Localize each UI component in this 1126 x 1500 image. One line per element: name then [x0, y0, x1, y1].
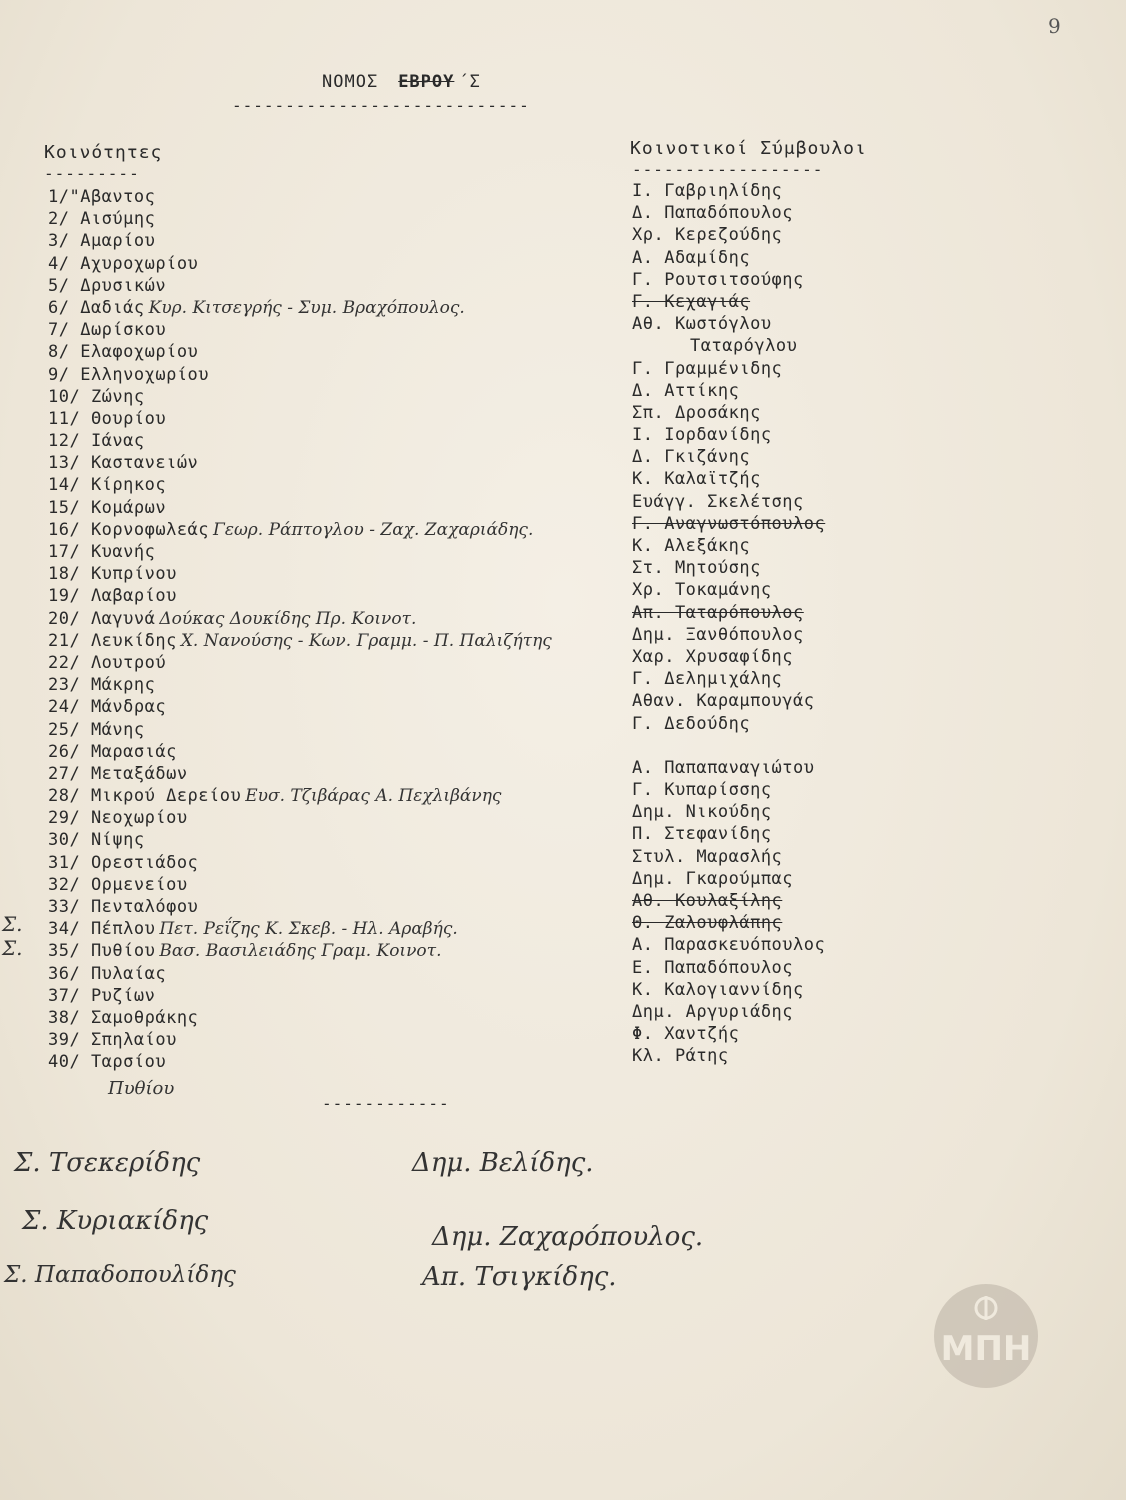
- list-item: [48, 1051, 552, 1073]
- list-item: [632, 624, 825, 646]
- community-name: 31/ Ορεστιάδος: [48, 852, 199, 873]
- community-name: 7/ Δωρίσκου: [48, 320, 167, 341]
- list-item: [48, 452, 552, 474]
- list-item: [632, 579, 825, 601]
- list-item: [632, 468, 825, 490]
- community-name: 21/ Λευκίδης: [48, 630, 177, 651]
- list-item: [632, 269, 825, 291]
- councillor-name: Γ. Αναγνωστόπουλος: [632, 513, 826, 534]
- list-item: [48, 874, 552, 896]
- community-name: 9/ Ελληνοχωρίου: [48, 364, 210, 385]
- community-name: 20/ Λαγυνά: [48, 608, 156, 629]
- title-prefecture: ΕΒΡΟΥ: [398, 72, 455, 92]
- community-name: 19/ Λαβαρίου: [48, 586, 177, 607]
- community-name: 13/ Καστανειών: [48, 453, 199, 474]
- community-name: 40/ Ταρσίου: [48, 1052, 167, 1073]
- list-item: [632, 735, 825, 757]
- list-item: [632, 1023, 825, 1045]
- community-name: 35/ Πυθίου: [48, 941, 156, 962]
- separator-line: ------------: [322, 1094, 450, 1113]
- councillor-name: Στυλ. Μαρασλής: [632, 846, 783, 867]
- communities-list: [48, 186, 552, 1074]
- list-item: [632, 957, 825, 979]
- councillor-name: Κ. Καλαϊτζής: [632, 469, 761, 490]
- councillor-name: Σπ. Δροσάκης: [632, 402, 761, 423]
- councillor-name: Απ. Ταταρόπουλος: [632, 602, 804, 623]
- signature-right-1: Δημ. Βελίδης.: [412, 1148, 594, 1178]
- community-name: 27/ Μεταξάδων: [48, 763, 188, 784]
- page-number: 9: [1048, 14, 1061, 38]
- councillor-name: Στ. Μητούσης: [632, 558, 761, 579]
- councillor-name: Χαρ. Χρυσαφίδης: [632, 646, 794, 667]
- community-name: 2/ Αισύμης: [48, 209, 156, 230]
- councillor-name: Γ. Δεδούδης: [632, 713, 751, 734]
- community-name: 23/ Μάκρης: [48, 675, 156, 696]
- list-item: [632, 934, 825, 956]
- list-item: [48, 541, 552, 563]
- list-item: [48, 319, 552, 341]
- list-item: [48, 940, 552, 962]
- councillor-name: Αθ. Κωστόγλου: [632, 314, 772, 335]
- signature-left-3: Σ. Παπαδοπουλίδης: [4, 1262, 236, 1288]
- councillor-name: Γ. Γραμμένιδης: [632, 358, 783, 379]
- list-item: [48, 364, 552, 386]
- list-item: [632, 224, 825, 246]
- list-item: [48, 585, 552, 607]
- councillor-name: Γ. Ρουτσιτσούφης: [632, 269, 804, 290]
- community-name: 34/ Πέπλου: [48, 919, 156, 940]
- councillor-name: Α. Αδαμίδης: [632, 247, 751, 268]
- list-item: [48, 430, 552, 452]
- list-item: [632, 1045, 825, 1067]
- councillor-name: Δημ. Αργυριάδης: [632, 1001, 794, 1022]
- list-item: [632, 446, 825, 468]
- list-item: [632, 491, 825, 513]
- community-name: 30/ Νίψης: [48, 830, 145, 851]
- councillor-name: Χρ. Κερεζούδης: [632, 225, 783, 246]
- list-item: [48, 674, 552, 696]
- list-item: [48, 253, 552, 275]
- list-item: [632, 335, 825, 357]
- list-item: [632, 557, 825, 579]
- list-item: [48, 652, 552, 674]
- list-item: [632, 291, 825, 313]
- list-item: [632, 602, 825, 624]
- signature-left-1: Σ. Τσεκερίδης: [14, 1148, 201, 1178]
- list-item: [48, 807, 552, 829]
- councillor-name: Π. Στεφανίδης: [632, 824, 772, 845]
- community-name: 37/ Ρυζίων: [48, 985, 156, 1006]
- list-item: [48, 763, 552, 785]
- handwritten-note: Ευσ. Τζιβάρας Α. Πεχλιβάνης: [245, 786, 502, 807]
- community-name: 39/ Σπηλαίου: [48, 1030, 177, 1051]
- councillor-name: Α. Παρασκευόπουλος: [632, 935, 826, 956]
- councillor-name: Δ. Παπαδόπουλος: [632, 203, 794, 224]
- councillor-name: Φ. Χαντζής: [632, 1024, 740, 1045]
- list-item: [632, 180, 825, 202]
- list-item: [48, 386, 552, 408]
- signature-right-2: Δημ. Ζαχαρόπουλος.: [432, 1222, 704, 1252]
- list-item: [48, 297, 552, 319]
- councillor-name: Α. Παπαπαναγιώτου: [632, 757, 815, 778]
- signature-right-3: Απ. Τσιγκίδης.: [422, 1262, 617, 1292]
- community-name: 29/ Νεοχωρίου: [48, 808, 188, 829]
- list-item: [48, 630, 552, 652]
- list-item: [632, 912, 825, 934]
- list-item: [632, 358, 825, 380]
- signature-left-2: Σ. Κυριακίδης: [22, 1206, 209, 1236]
- list-item: [632, 513, 825, 535]
- councillor-name: Ι. Γαβριηλίδης: [632, 181, 783, 201]
- list-item: [48, 985, 552, 1007]
- councillors-underline: ------------------: [632, 160, 824, 179]
- community-name: 14/ Κίρηκος: [48, 475, 167, 496]
- community-name: 38/ Σαμοθράκης: [48, 1007, 199, 1028]
- community-name: 16/ Κορνοφωλεάς: [48, 519, 210, 540]
- community-name: 11/ Θουρίου: [48, 408, 167, 429]
- councillor-name: Κ. Αλεξάκης: [632, 536, 751, 556]
- list-item: [632, 846, 825, 868]
- community-name: 15/ Κομάρων: [48, 497, 167, 518]
- list-item: [632, 247, 825, 269]
- list-item: [48, 563, 552, 585]
- community-name: 25/ Μάνης: [48, 719, 145, 740]
- document-title: [322, 72, 481, 92]
- councillor-name: Δημ. Νικούδης: [632, 802, 772, 823]
- community-name: 3/ Αμαρίου: [48, 231, 156, 252]
- councillor-name: Αθαν. Καραμπουγάς: [632, 691, 815, 712]
- councillor-name: Ταταρόγλου: [690, 336, 798, 357]
- list-item: [632, 757, 825, 779]
- list-item: [48, 208, 552, 230]
- councillor-name: Ευάγγ. Σκελέτσης: [632, 491, 804, 512]
- handwritten-addition: Πυθίου: [108, 1078, 175, 1099]
- list-item: [632, 979, 825, 1001]
- margin-mark: Σ.: [2, 912, 23, 936]
- handwritten-note: Δούκας Δουκίδης Πρ. Κοινοτ.: [159, 608, 417, 629]
- community-name: 4/ Αχυροχωρίου: [48, 253, 199, 274]
- councillor-name: Κλ. Ράτης: [632, 1046, 729, 1067]
- community-name: 10/ Ζώνης: [48, 386, 145, 407]
- list-item: [48, 963, 552, 985]
- list-item: [632, 890, 825, 912]
- margin-mark: Σ.: [2, 936, 23, 960]
- councillor-name: Γ. Δελημιχάλης: [632, 669, 783, 690]
- list-item: [632, 535, 825, 557]
- list-item: [48, 341, 552, 363]
- list-item: [632, 646, 825, 668]
- list-item: [48, 741, 552, 763]
- councillor-name: Ι. Ιορδανίδης: [632, 425, 772, 446]
- councillor-name: Χρ. Τοκαμάνης: [632, 580, 772, 601]
- community-name: 1/"Αβαντος: [48, 187, 156, 207]
- list-item: [632, 779, 825, 801]
- community-name: 28/ Μικρού Δερείου: [48, 786, 242, 807]
- community-name: 24/ Μάνδρας: [48, 697, 167, 718]
- list-item: [48, 1029, 552, 1051]
- councillor-name: Ε. Παπαδόπουλος: [632, 957, 794, 978]
- list-item: [632, 1001, 825, 1023]
- community-name: 18/ Κυπρίνου: [48, 564, 177, 585]
- list-item: [48, 918, 552, 940]
- list-item: [48, 896, 552, 918]
- councillor-name: Δημ. Γκαρούμπας: [632, 868, 794, 889]
- list-item: [48, 829, 552, 851]
- list-item: [632, 690, 825, 712]
- community-name: 6/ Δαδιάς: [48, 297, 145, 318]
- stamp-text: ΜΠΗ: [940, 1329, 1032, 1369]
- list-item: [48, 497, 552, 519]
- handwritten-note: Κυρ. Κιτσεγρής - Συμ. Βραχόπουλος.: [148, 297, 465, 318]
- list-item: [48, 785, 552, 807]
- list-item: [632, 713, 825, 735]
- list-item: [48, 186, 552, 208]
- list-item: [48, 608, 552, 630]
- list-item: [632, 313, 825, 335]
- list-item: [48, 1007, 552, 1029]
- communities-underline: ---------: [44, 164, 140, 183]
- list-item: [632, 402, 825, 424]
- list-item: [632, 202, 825, 224]
- handwritten-note: Πετ. Ρεΐζης Κ. Σκεβ. - Ηλ. Αραβής.: [159, 919, 458, 940]
- councillors-header: Κοινοτικοί Σύμβουλοι: [630, 138, 867, 159]
- title-underline: ----------------------------: [232, 96, 530, 115]
- list-item: [48, 719, 552, 741]
- list-item: [48, 275, 552, 297]
- communities-header: Κοινότητες: [44, 142, 163, 163]
- handwritten-note: Χ. Νανούσης - Κων. Γραμμ. - Π. Παλιζήτης: [180, 630, 552, 651]
- councillor-name: Δημ. Ξανθόπουλος: [632, 624, 804, 645]
- list-item: [632, 868, 825, 890]
- list-item: [48, 474, 552, 496]
- community-name: 5/ Δρυσικών: [48, 275, 167, 296]
- title-suffix: ΄Σ: [458, 72, 481, 92]
- list-item: [48, 408, 552, 430]
- community-name: 36/ Πυλαίας: [48, 963, 167, 984]
- list-item: [632, 823, 825, 845]
- community-name: 17/ Κυανής: [48, 542, 156, 562]
- archive-stamp: [930, 1280, 1042, 1392]
- councillor-name: Δ. Γκιζάνης: [632, 447, 751, 468]
- councillor-name: Γ. Κεχαγιάς: [632, 291, 751, 312]
- list-item: [48, 230, 552, 252]
- list-item: [632, 801, 825, 823]
- councillor-name: Δ. Αττίκης: [632, 380, 740, 401]
- list-item: [632, 668, 825, 690]
- list-item: [48, 852, 552, 874]
- list-item: [48, 519, 552, 541]
- handwritten-note: Γεωρ. Ράπτογλου - Ζαχ. Ζαχαριάδης.: [213, 519, 534, 540]
- community-name: 32/ Ορμενείου: [48, 874, 188, 895]
- handwritten-note: Βασ. Βασιλειάδης Γραμ. Κοινοτ.: [159, 941, 442, 962]
- councillor-name: Θ. Ζαλουφλάπης: [632, 913, 783, 934]
- councillors-list: [632, 180, 825, 1068]
- community-name: 26/ Μαρασιάς: [48, 741, 177, 762]
- list-item: [632, 424, 825, 446]
- title-label: ΝΟΜΟΣ: [322, 72, 379, 92]
- list-item: [632, 380, 825, 402]
- councillor-name: Γ. Κυπαρίσσης: [632, 780, 772, 801]
- community-name: 12/ Ιάνας: [48, 431, 145, 452]
- councillor-name: Αθ. Κουλαξίλης: [632, 891, 783, 911]
- list-item: [48, 696, 552, 718]
- community-name: 8/ Ελαφοχωρίου: [48, 342, 199, 363]
- councillor-name: Κ. Καλογιαννίδης: [632, 979, 804, 1000]
- community-name: 33/ Πενταλόφου: [48, 897, 199, 917]
- community-name: 22/ Λουτρού: [48, 652, 167, 673]
